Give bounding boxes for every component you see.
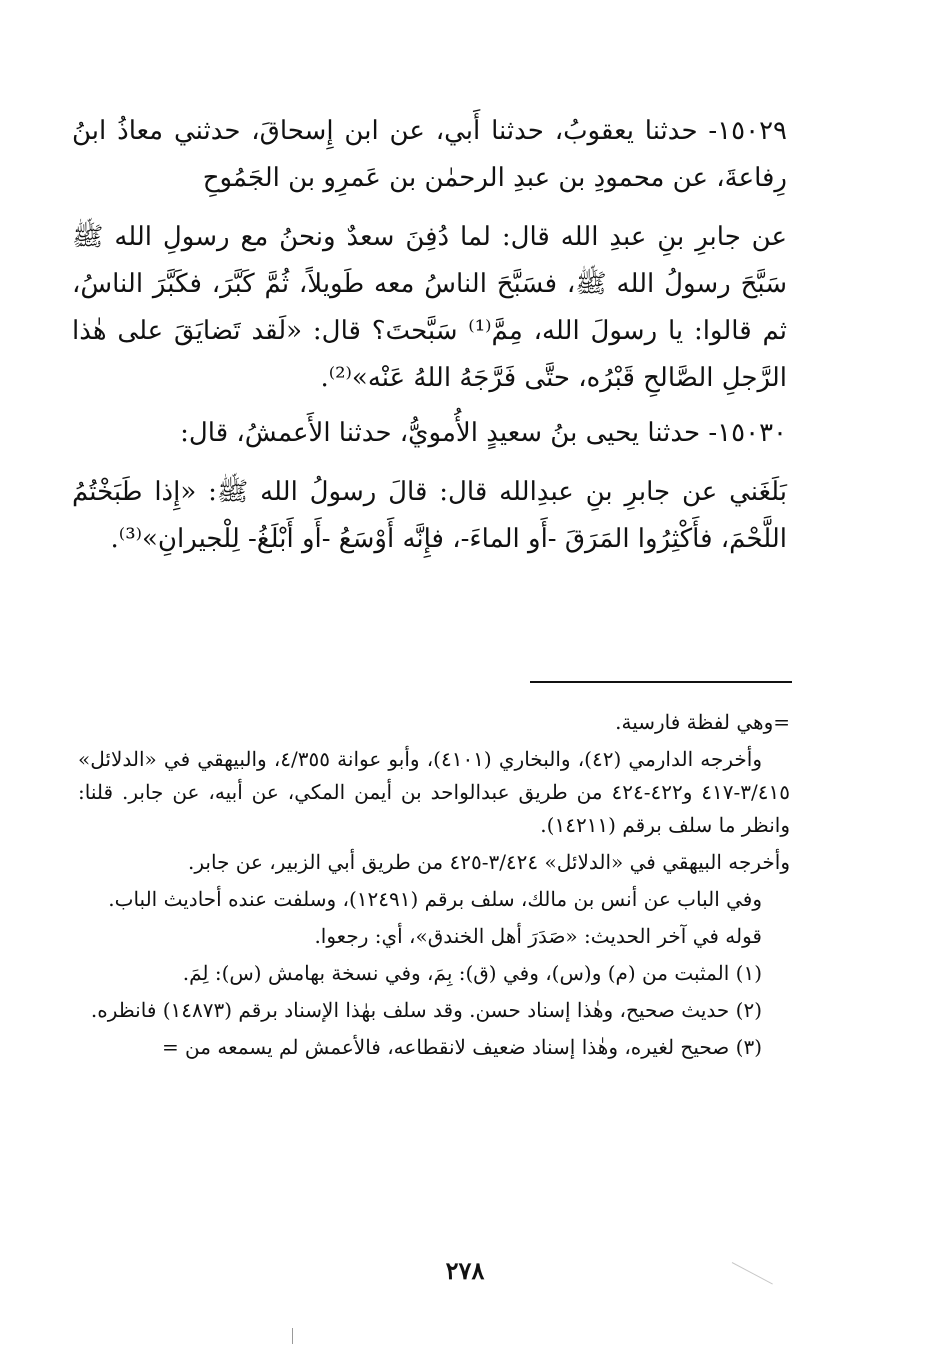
footnote-separator	[530, 681, 792, 683]
footnote-1: (١) المثبت من (م) و(س)، وفي (ق): بِمَ، وفي نسخة بهامش (س): لِمَ.	[182, 961, 762, 985]
hadith-15030-matn: بَلَغَني عن جابرِ بنِ عبدِالله قال: قالَ رسولُ الله ﷺ: «إِذا طَبَخْتُمُ اللَّحْمَ، فأَكْثِرُوا المَرَقَ -أَو الماءَ-، فإِنَّه أَوْسَعُ -أَو أَبْلَغُ- لِلْجيرانِ»⁽³⁾.	[72, 477, 788, 554]
footnote-takhrij-2: وأخرجه البيهقي في «الدلائل» ٣/٤٢٤-٤٢٥ من طريق أبي الزبير، عن جابر.	[188, 850, 790, 874]
hadith-15029-matn: عن جابرِ بنِ عبدِ الله قال: لما دُفِنَ سعدٌ ونحنُ مع رسولِ الله ﷺ سَبَّحَ رسولُ الله ﷺ، فسَبَّحَ الناسُ معه طَويلاً، ثُمَّ كَبَّرَ، فكَبَّرَ الناسُ، ثم قالوا: يا رسولَ الله، مِمَّ⁽¹⁾ سَبَّحتَ؟ قال: «لَقد تَضايَقَ على هٰذا الرَّجلِ الصَّالحِ قَبْرُه، حتَّى فَرَّجَهُ اللهُ عَنْه»⁽²⁾.	[72, 222, 787, 393]
footnotes-block	[78, 706, 790, 1068]
footnote-takhrij-1: وأخرجه الدارمي (٤٢)، والبخاري (٤١٠١)، وأبو عوانة ٤/٣٥٥، والبيهقي في «الدلائل» ٣/٤١٥-٤١٧ و٤٢٢-٤٢٤ من طريق عبدالواحد بن أيمن المكي، عن أبيه، عن جابر. قلنا: وانظر ما سلف برقم (١٤٢١١).	[78, 747, 790, 837]
page-number: ٢٧٨	[445, 1256, 485, 1285]
hadith-15030-isnad: ١٥٠٣٠- حدثنا يحيى بنُ سعيدٍ الأُمويُّ، حدثنا الأَعمشُ، قال:	[180, 418, 787, 448]
scan-edge-mark	[292, 1328, 293, 1344]
main-text-block	[72, 108, 787, 571]
footnote-2: (٢) حديث صحيح، وهٰذا إسناد حسن. وقد سلف بهٰذا الإسناد برقم (١٤٨٧٣) فانظره.	[90, 998, 762, 1022]
footnote-3: (٣) صحيح لغيره، وهٰذا إسناد ضعيف لانقطاعه، فالأعمش لم يسمعه من =	[161, 1035, 762, 1059]
footnote-gloss: قوله في آخر الحديث: «صَدَرَ أهل الخندق»، أي: رجعوا.	[314, 924, 762, 948]
hadith-15029-isnad: ١٥٠٢٩- حدثنا يعقوبُ، حدثنا أَبي، عن ابن إِسحاقَ، حدثني معاذُ ابنُ رِفاعةَ، عن محمودِ بن عبدِ الرحمٰن بن عَمرِو بن الجَمُوحِ	[72, 116, 787, 193]
footnote-continuation: =وهي لفظة فارسية.	[615, 710, 790, 734]
footnote-takhrij-3: وفي الباب عن أنس بن مالك، سلف برقم (١٢٤٩١)، وسلفت عنده أحاديث الباب.	[108, 887, 762, 911]
